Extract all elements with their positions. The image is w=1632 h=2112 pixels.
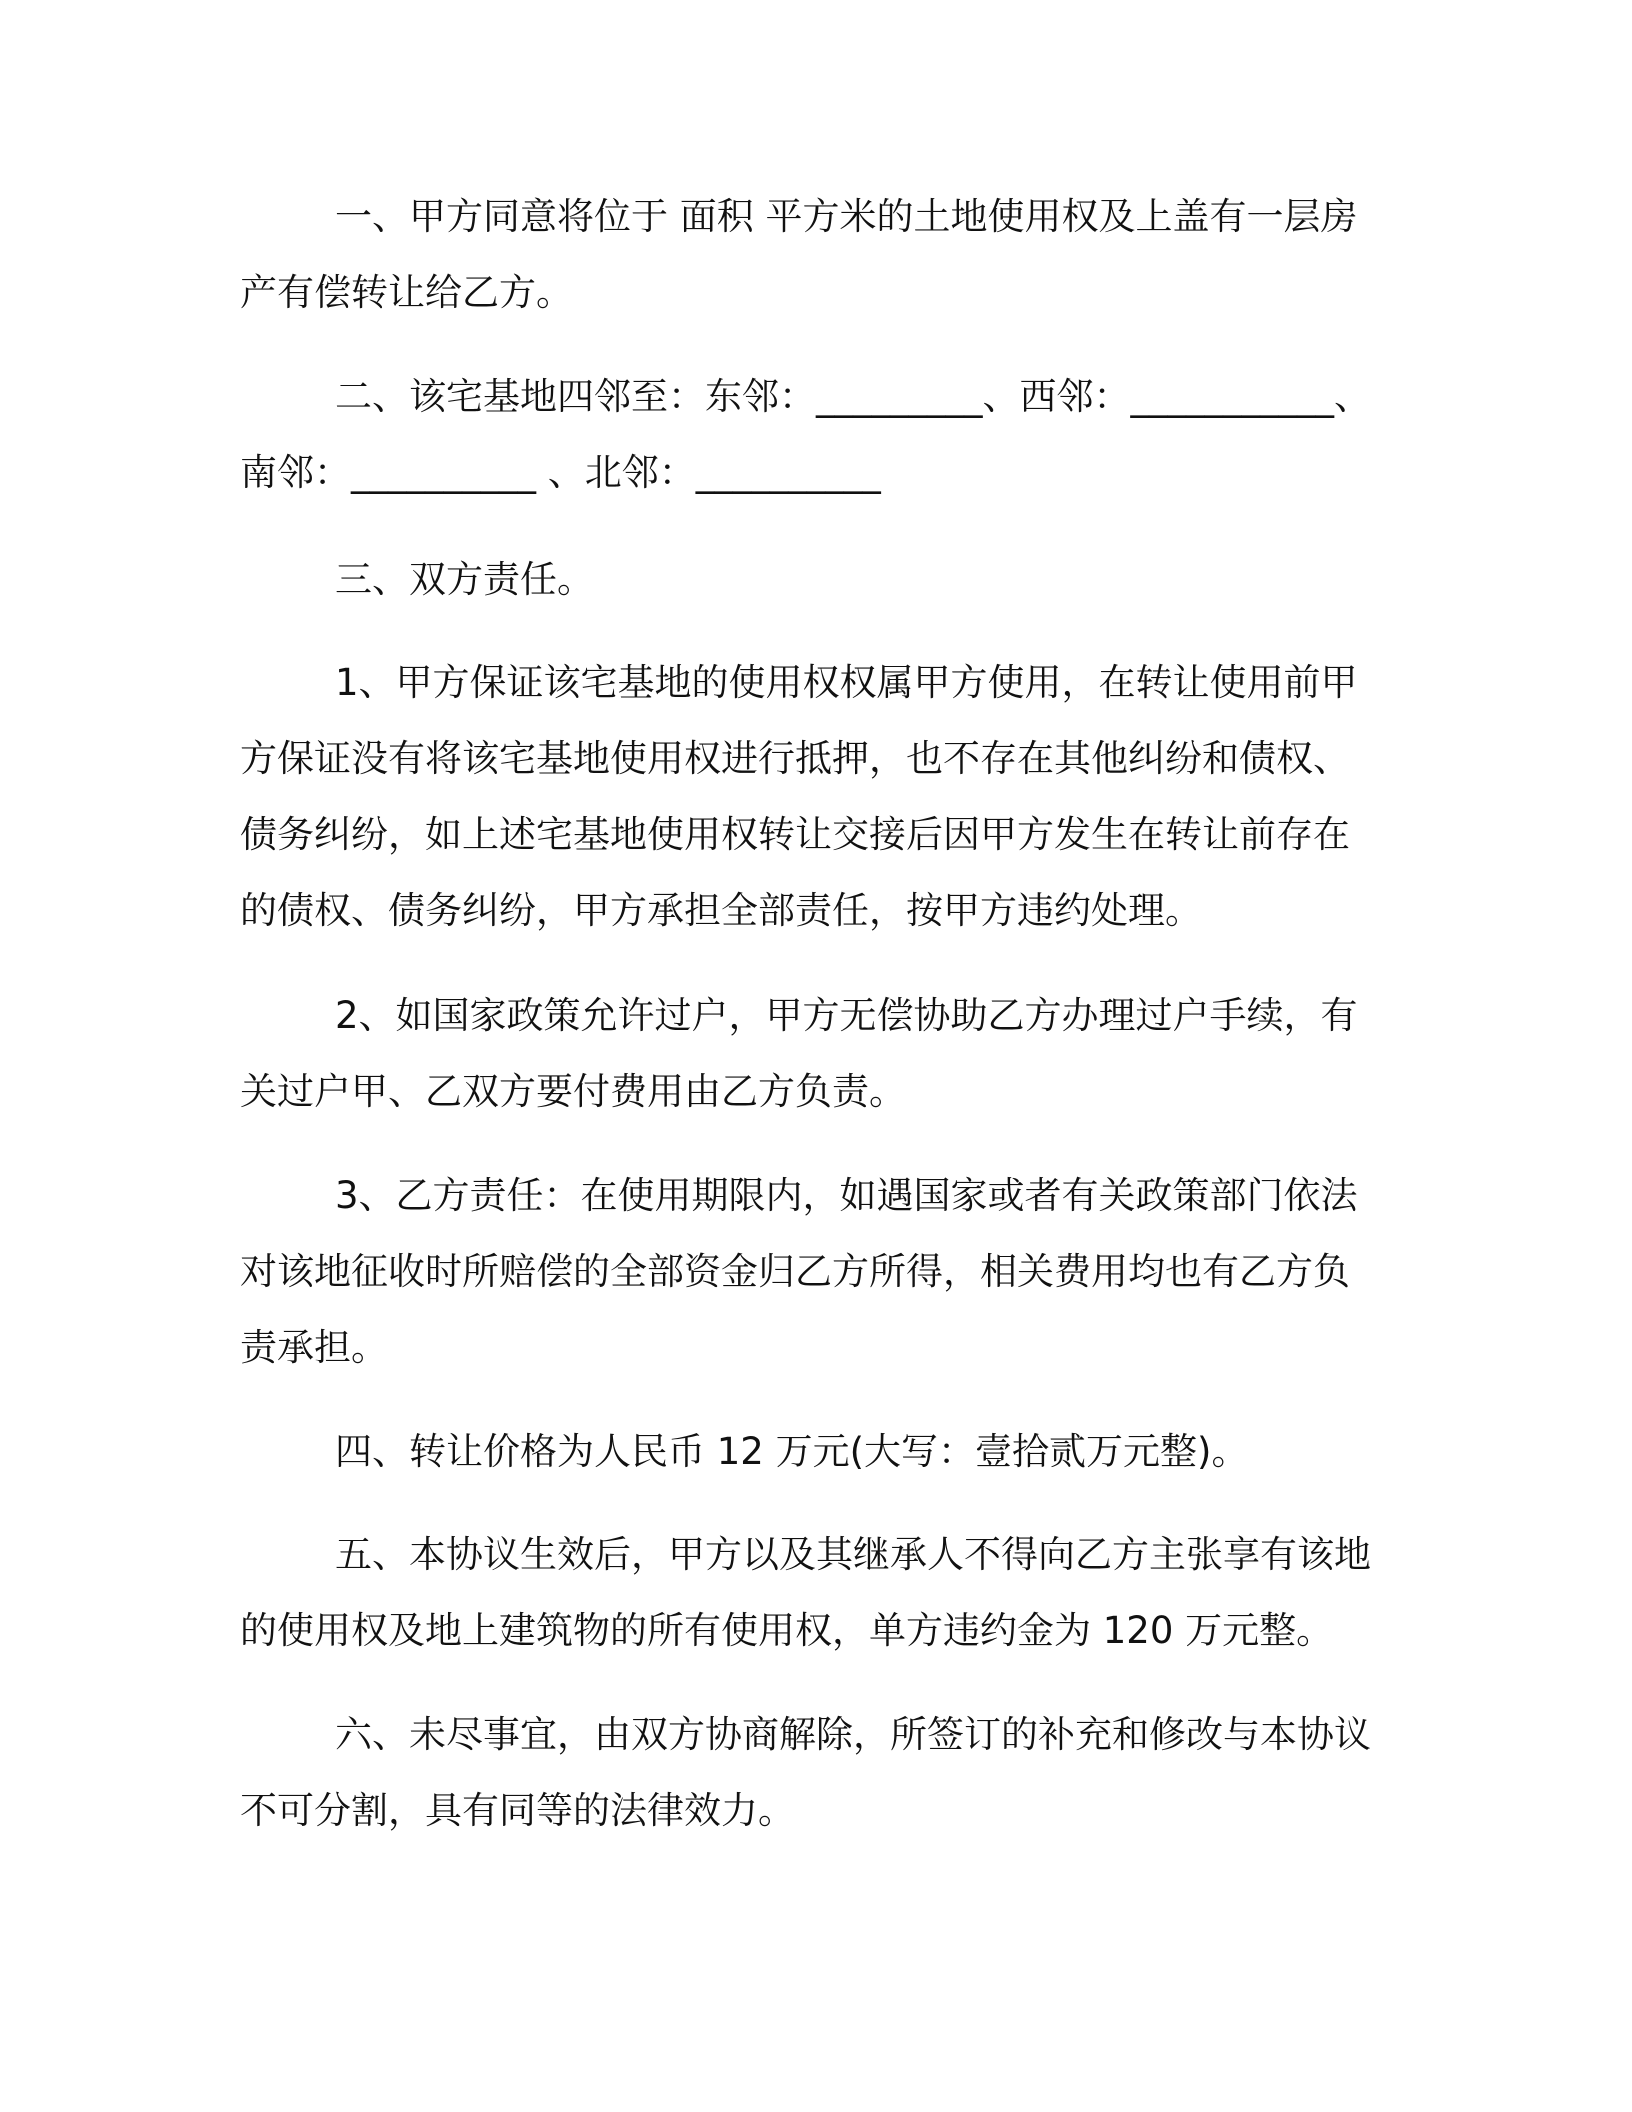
clause-line: 六、未尽事宜，由双方协商解除，所签订的补充和修改与本协议: [335, 1713, 1371, 1756]
clause-3-3-party-b-responsibility: [240, 1158, 1390, 1386]
clause-4-price: [240, 1414, 1390, 1490]
clause-line: 三、双方责任。: [335, 558, 594, 601]
clause-line: 对该地征收时所赔偿的全部资金归乙方所得，相关费用均也有乙方负: [240, 1250, 1350, 1293]
clause-line: 的债权、债务纠纷，甲方承担全部责任，按甲方违约处理。: [240, 889, 1202, 932]
clause-line: 2、如国家政策允许过户，甲方无偿协助乙方办理过户手续，有: [335, 994, 1358, 1037]
clause-line: 3、乙方责任：在使用期限内，如遇国家或者有关政策部门依法: [335, 1174, 1358, 1217]
clause-6-other-matters: [240, 1697, 1390, 1849]
clause-line: 的使用权及地上建筑物的所有使用权，单方违约金为 120 万元整。: [240, 1609, 1334, 1652]
clause-line: 责承担。: [240, 1326, 388, 1369]
clause-2-boundaries: [240, 359, 1390, 511]
clause-line: 方保证没有将该宅基地使用权进行抵押，也不存在其他纠纷和债权、: [240, 737, 1350, 780]
clause-line: 五、本协议生效后，甲方以及其继承人不得向乙方主张享有该地: [335, 1533, 1371, 1576]
clause-line: 四、转让价格为人民币 12 万元(大写：壹拾贰万元整)。: [335, 1430, 1249, 1473]
clause-line: 一、甲方同意将位于 面积 平方米的土地使用权及上盖有一层房: [335, 195, 1358, 238]
clause-line: 债务纠纷，如上述宅基地使用权转让交接后因甲方发生在转让前存在: [240, 813, 1350, 856]
clause-1-transfer: [240, 179, 1390, 331]
clause-line: 1、甲方保证该宅基地的使用权权属甲方使用，在转让使用前甲: [335, 661, 1358, 704]
clause-5-effectiveness: [240, 1517, 1390, 1669]
clause-3-2-transfer-assistance: [240, 978, 1390, 1130]
clause-line: 关过户甲、乙双方要付费用由乙方负责。: [240, 1070, 906, 1113]
clause-line: 二、该宅基地四邻至：东邻：_________、西邻：___________、: [335, 375, 1371, 418]
clause-line: 南邻：__________ 、北邻：__________: [240, 451, 881, 494]
clause-3-responsibilities: [240, 542, 1390, 618]
clause-3-1-party-a-guarantee: [240, 645, 1390, 949]
clause-line: 产有偿转让给乙方。: [240, 271, 573, 314]
clause-line: 不可分割，具有同等的法律效力。: [240, 1789, 795, 1832]
